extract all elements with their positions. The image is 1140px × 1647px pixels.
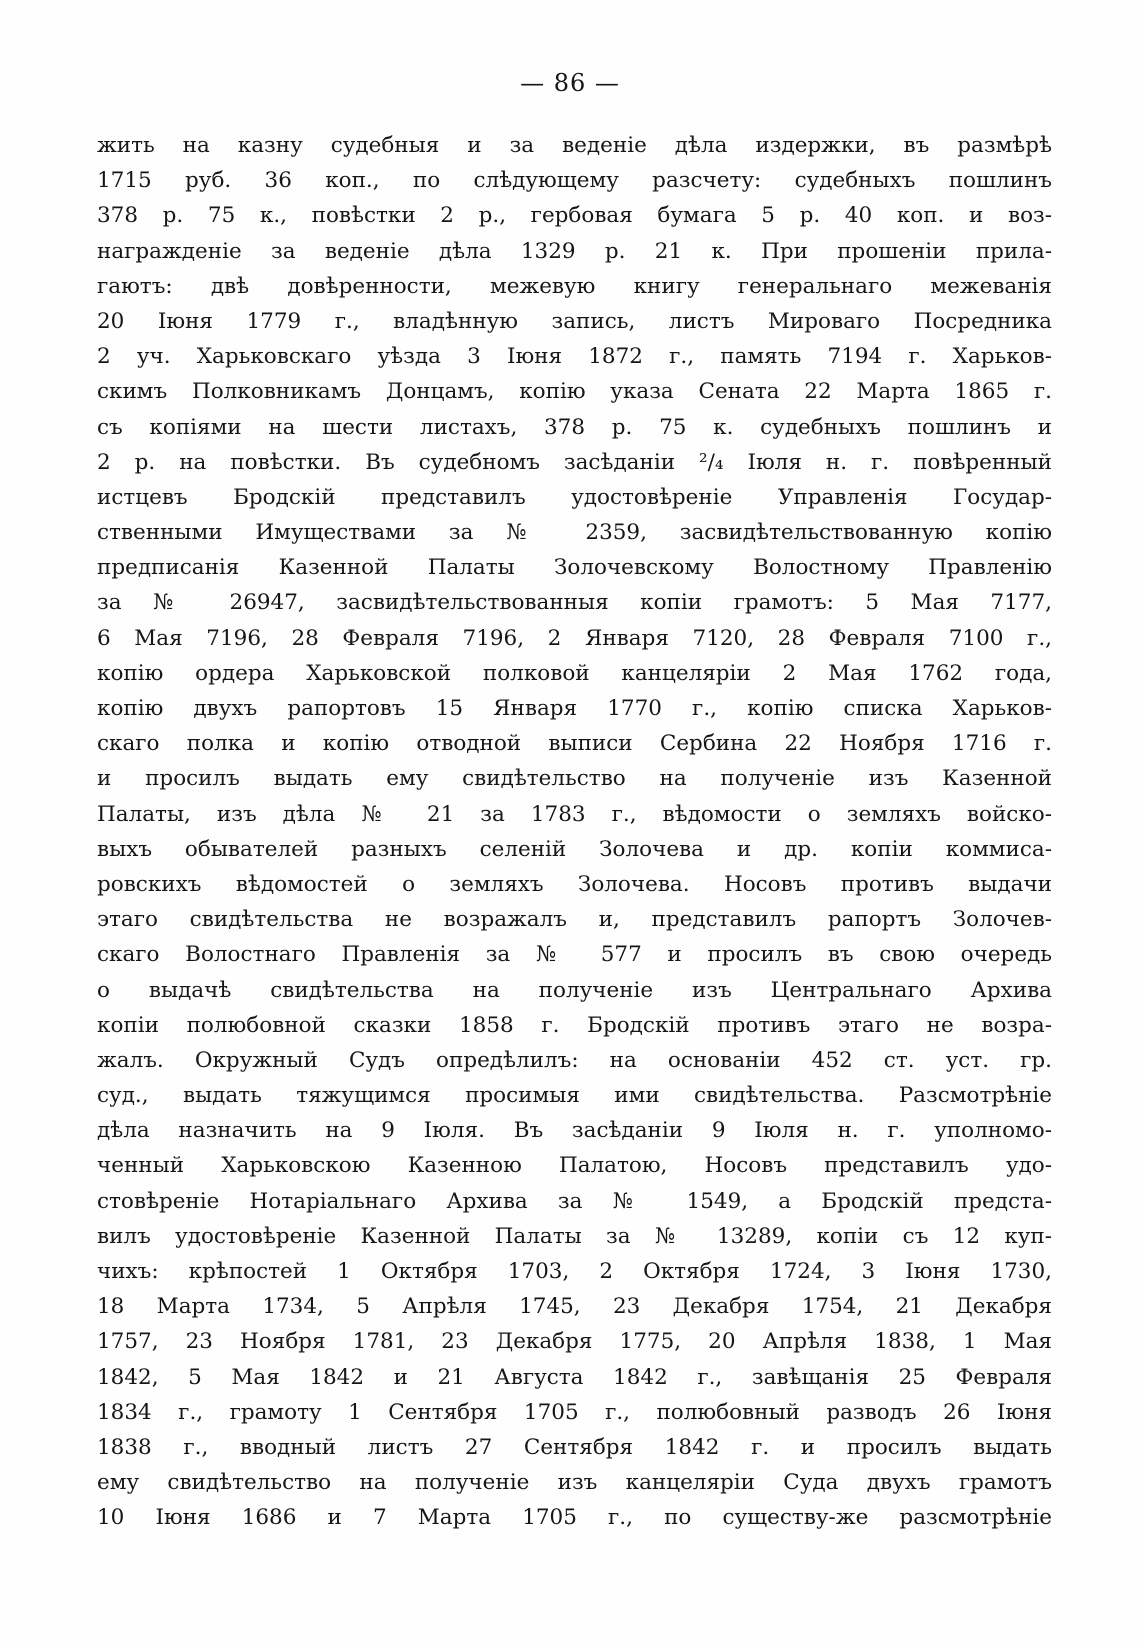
text-line: копіи полюбовной сказки 1858 г. Бродскій противъ этаго не возра-: [97, 1012, 1052, 1038]
text-line: скимъ Полковникамъ Донцамъ, копію указа Сената 22 Марта 1865 г.: [97, 379, 1052, 405]
text-line: 10 Іюня 1686 и 7 Марта 1705 г., по существу-же разсмотрѣніе: [97, 1505, 1052, 1531]
text-line: съ копіями на шести листахъ, 378 р. 75 к. судебныхъ пошлинъ и: [97, 414, 1052, 440]
text-line: гаютъ: двѣ довѣренности, межевую книгу генеральнаго межеванія: [97, 273, 1052, 299]
text-line: 18 Марта 1734, 5 Апрѣля 1745, 23 Декабря 1754, 21 Декабря: [97, 1294, 1052, 1320]
text-line: выхъ обывателей разныхъ селеній Золочева и др. копіи коммиса-: [97, 836, 1052, 862]
text-line: дѣла назначить на 9 Іюля. Въ засѣданіи 9 Іюля н. г. уполномо-: [97, 1118, 1052, 1144]
text-line: и просилъ выдать ему свидѣтельство на полученіе изъ Казенной: [97, 766, 1052, 792]
text-line: 20 Іюня 1779 г., владѣнную запись, листъ Мироваго Посредника: [97, 308, 1052, 334]
text-line: ственными Имуществами за № 2359, засвидѣтельствованную копію: [97, 520, 1052, 546]
text-line: ченный Харьковскою Казенною Палатою, Носовъ представилъ удо-: [97, 1153, 1052, 1179]
text-line: награжденіе за веденіе дѣла 1329 р. 21 к. При прошеніи прила-: [97, 238, 1052, 264]
text-line: этаго свидѣтельства не возражалъ и, представилъ рапортъ Золочев-: [97, 907, 1052, 933]
text-line: ровскихъ вѣдомостей о земляхъ Золочева. Носовъ противъ выдачи: [97, 871, 1052, 897]
text-line: 1834 г., грамоту 1 Сентября 1705 г., полюбовный разводъ 26 Іюня: [97, 1399, 1052, 1425]
text-line: стовѣреніе Нотаріальнаго Архива за № 1549, а Бродскій предста-: [97, 1188, 1052, 1214]
text-line: 2 уч. Харьковскаго уѣзда 3 Іюня 1872 г., память 7194 г. Харьков-: [97, 344, 1052, 370]
text-line: скаго Волостнаго Правленія за № 577 и просилъ въ свою очередь: [97, 942, 1052, 968]
text-line: о выдачѣ свидѣтельства на полученіе изъ Центральнаго Архива: [97, 977, 1052, 1003]
text-line: 2 р. на повѣстки. Въ судебномъ засѣданіи ²/₄ Іюля н. г. повѣренный: [97, 449, 1052, 475]
text-line: жить на казну судебныя и за веденіе дѣла издержки, въ размѣрѣ: [97, 133, 1052, 158]
text-line: истцевъ Бродскій представилъ удостовѣреніе Управленія Государ-: [97, 484, 1052, 510]
text-line: 1842, 5 Мая 1842 и 21 Августа 1842 г., завѣщанія 25 Февраля: [97, 1364, 1052, 1390]
text-line: 1838 г., вводный листъ 27 Сентября 1842 г. и просилъ выдать: [97, 1434, 1052, 1460]
text-line: копію двухъ рапортовъ 15 Января 1770 г., копію списка Харьков-: [97, 696, 1052, 721]
body-text: [97, 128, 1052, 1536]
text-line: за № 26947, засвидѣтельствованныя копіи грамотъ: 5 Мая 7177,: [97, 590, 1052, 616]
text-line: 6 Мая 7196, 28 Февраля 7196, 2 Января 7120, 28 Февраля 7100 г.,: [97, 625, 1052, 651]
text-line: жалъ. Окружный Судъ опредѣлилъ: на основаніи 452 ст. уст. гр.: [97, 1047, 1052, 1073]
page-number: — 86 —: [520, 69, 620, 97]
text-line: чихъ: крѣпостей 1 Октября 1703, 2 Октября 1724, 3 Іюня 1730,: [97, 1259, 1052, 1284]
text-line: суд., выдать тяжущимся просимыя ими свидѣтельства. Разсмотрѣніе: [97, 1083, 1052, 1109]
text-line: копію ордера Харьковской полковой канцеляріи 2 Мая 1762 года,: [97, 660, 1052, 686]
text-line: 378 р. 75 к., повѣстки 2 р., гербовая бумага 5 р. 40 коп. и воз-: [97, 203, 1052, 229]
text-line: Палаты, изъ дѣла № 21 за 1783 г., вѣдомости о земляхъ войско-: [97, 801, 1052, 827]
text-line: 1715 руб. 36 коп., по слѣдующему разсчету: судебныхъ пошлинъ: [97, 168, 1052, 194]
text-line: 1757, 23 Ноября 1781, 23 Декабря 1775, 20 Апрѣля 1838, 1 Мая: [97, 1329, 1052, 1355]
text-line: вилъ удостовѣреніе Казенной Палаты за № 13289, копіи съ 12 куп-: [97, 1223, 1052, 1249]
text-line: предписанія Казенной Палаты Золочевскому Волостному Правленію: [97, 555, 1052, 581]
text-line: ему свидѣтельство на полученіе изъ канцеляріи Суда двухъ грамотъ: [97, 1470, 1052, 1496]
text-line: скаго полка и копію отводной выписи Сербина 22 Ноября 1716 г.: [97, 731, 1052, 757]
